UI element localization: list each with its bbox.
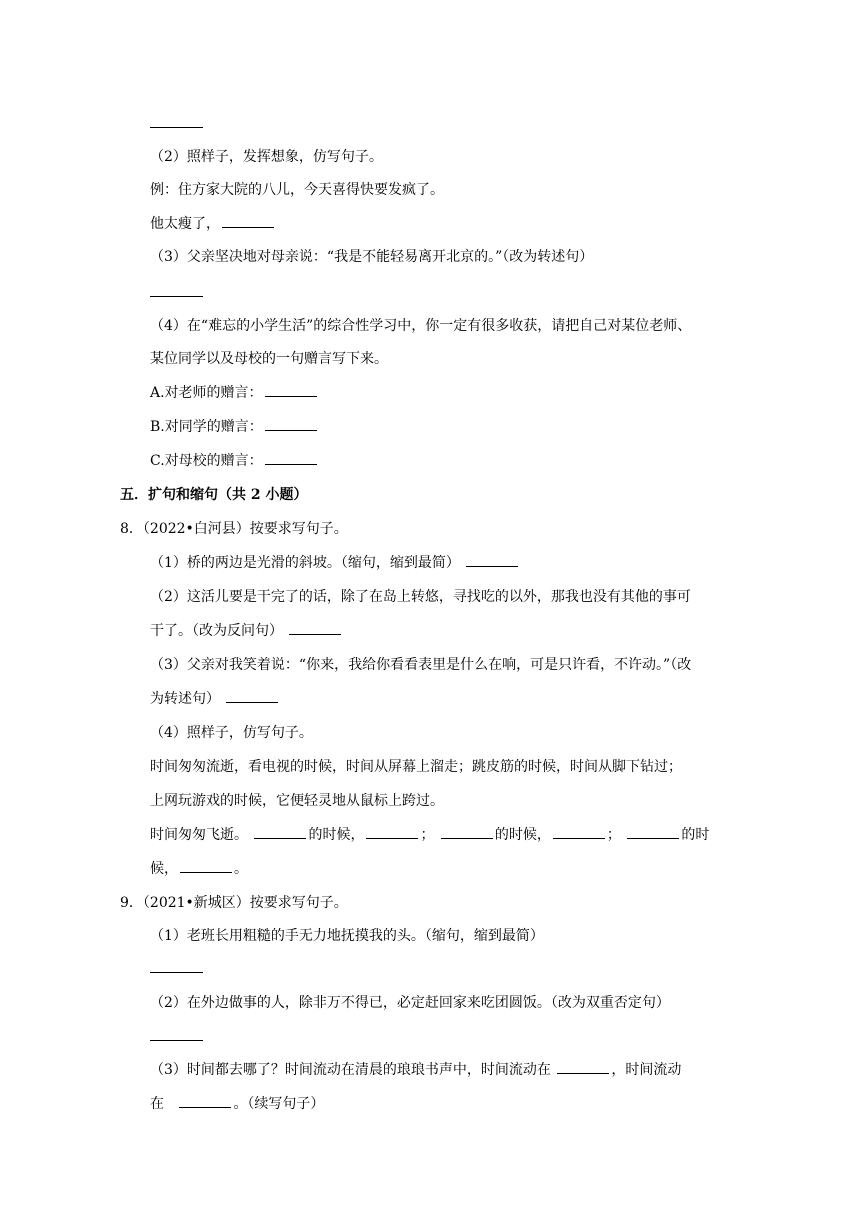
- answer-blank[interactable]: [265, 429, 317, 431]
- question-8-4: [0, 716, 860, 750]
- separator-text: ；: [420, 827, 435, 843]
- question-8-2: [0, 580, 860, 614]
- answer-blank[interactable]: [553, 837, 605, 839]
- question-8-1: [0, 546, 860, 580]
- question-text: 某位同学以及母校的一句赠言写下来。: [150, 351, 388, 367]
- connector-text: 的时: [681, 827, 710, 843]
- question-text: 。（续写句子）: [233, 1096, 325, 1112]
- example-text: 上网玩游戏的时候，它便轻灵地从鼠标上跨过。: [150, 793, 444, 809]
- question-text: 为转述句）: [150, 691, 220, 707]
- answer-teacher: [0, 376, 860, 410]
- example-line-2: [0, 784, 860, 818]
- answer-blank[interactable]: [150, 127, 203, 128]
- answer-classmate: [0, 410, 860, 444]
- question-text: （3）父亲坚决地对母亲说：“我是不能轻易离开北京的。”（改为转述句）: [150, 249, 594, 265]
- option-label: A.对老师的赠言：: [150, 385, 263, 401]
- question-title: 9．（2021•新城区）按要求写句子。: [120, 895, 348, 911]
- answer-blank[interactable]: [366, 837, 418, 839]
- question-text: 干了。（改为反问句）: [150, 623, 283, 639]
- connector-text: 的时候，: [494, 827, 551, 843]
- question-9-3-cont: [0, 1087, 860, 1121]
- fill-line-1: [0, 818, 860, 852]
- connector-text: 的时候，: [308, 827, 365, 843]
- question-text: （3）父亲对我笑着说：“你来，我给你看看表里是什么在响，可是只许看，不许动。”（改: [150, 657, 692, 673]
- answer-blank[interactable]: [289, 633, 341, 635]
- answer-school: [0, 444, 860, 478]
- answer-blank[interactable]: [627, 837, 679, 839]
- section-title: 五．扩句和缩句（共 2 小题）: [120, 487, 308, 503]
- question-7-3: [0, 240, 860, 274]
- answer-blank[interactable]: [226, 701, 278, 703]
- question-9-1: [0, 919, 860, 953]
- answer-blank[interactable]: [150, 972, 203, 973]
- answer-blank[interactable]: [150, 296, 203, 297]
- prompt-text: 时间匆匆飞逝。: [150, 827, 248, 843]
- question-text: 在: [150, 1096, 164, 1112]
- question-8: [0, 512, 860, 546]
- question-9: [0, 886, 860, 920]
- answer-blank[interactable]: [180, 871, 232, 873]
- example-text: 例：住方家大院的八儿，今天喜得快要发疯了。: [150, 182, 444, 198]
- question-text: （2）在外边做事的人，除非万不得已，必定赶回家来吃团圆饭。（改为双重否定句）: [150, 995, 670, 1011]
- prompt-text: 他太瘦了，: [150, 216, 220, 232]
- question-7-4-cont: [0, 342, 860, 376]
- fill-line-2: [0, 852, 860, 886]
- question-text: （1）桥的两边是光滑的斜坡。（缩句，缩到最简）: [150, 555, 460, 571]
- example-sentence: [0, 173, 860, 207]
- answer-blank[interactable]: [254, 837, 306, 839]
- answer-blank[interactable]: [265, 395, 317, 397]
- question-7-2: [0, 140, 860, 174]
- prompt-sentence: [0, 207, 860, 241]
- question-8-3: [0, 648, 860, 682]
- option-label: C.对母校的赠言：: [150, 453, 263, 469]
- example-text: 时间匆匆流逝，看电视的时候，时间从屏幕上溜走；跳皮筋的时候，时间从脚下钻过；: [150, 759, 682, 775]
- answer-blank[interactable]: [222, 226, 274, 228]
- question-7-4: [0, 309, 860, 343]
- question-text: （3）时间都去哪了？时间流动在清晨的琅琅书声中，时间流动在: [150, 1062, 551, 1078]
- question-text: （2）这活儿要是干完了的话，除了在岛上转悠，寻找吃的以外，那我也没有其他的事可: [150, 589, 691, 605]
- question-text: ，时间流动: [611, 1062, 682, 1078]
- example-line-1: [0, 750, 860, 784]
- question-9-2: [0, 986, 860, 1020]
- answer-blank[interactable]: [466, 565, 518, 567]
- separator-text: ；: [606, 827, 621, 843]
- section-heading: [0, 478, 860, 512]
- answer-blank[interactable]: [557, 1072, 609, 1074]
- connector-text: 候，: [150, 861, 178, 877]
- option-label: B.对同学的赠言：: [150, 419, 263, 435]
- question-text: （1）老班长用粗糙的手无力地抚摸我的头。（缩句，缩到最简）: [150, 928, 544, 944]
- end-punct: 。: [234, 861, 248, 877]
- question-text: （4）在“难忘的小学生活”的综合性学习中，你一定有很多收获，请把自己对某位老师、: [150, 318, 692, 334]
- answer-blank[interactable]: [150, 1040, 203, 1041]
- question-text: （2）照样子，发挥想象，仿写句子。: [150, 149, 383, 165]
- question-text: （4）照样子，仿写句子。: [150, 725, 313, 741]
- answer-blank[interactable]: [441, 837, 493, 839]
- question-8-2-cont: [0, 614, 860, 648]
- question-8-3-cont: [0, 682, 860, 716]
- answer-blank[interactable]: [179, 1106, 231, 1108]
- question-9-3: [0, 1053, 860, 1087]
- answer-blank[interactable]: [265, 463, 317, 465]
- question-title: 8．（2022•白河县）按要求写句子。: [120, 521, 348, 537]
